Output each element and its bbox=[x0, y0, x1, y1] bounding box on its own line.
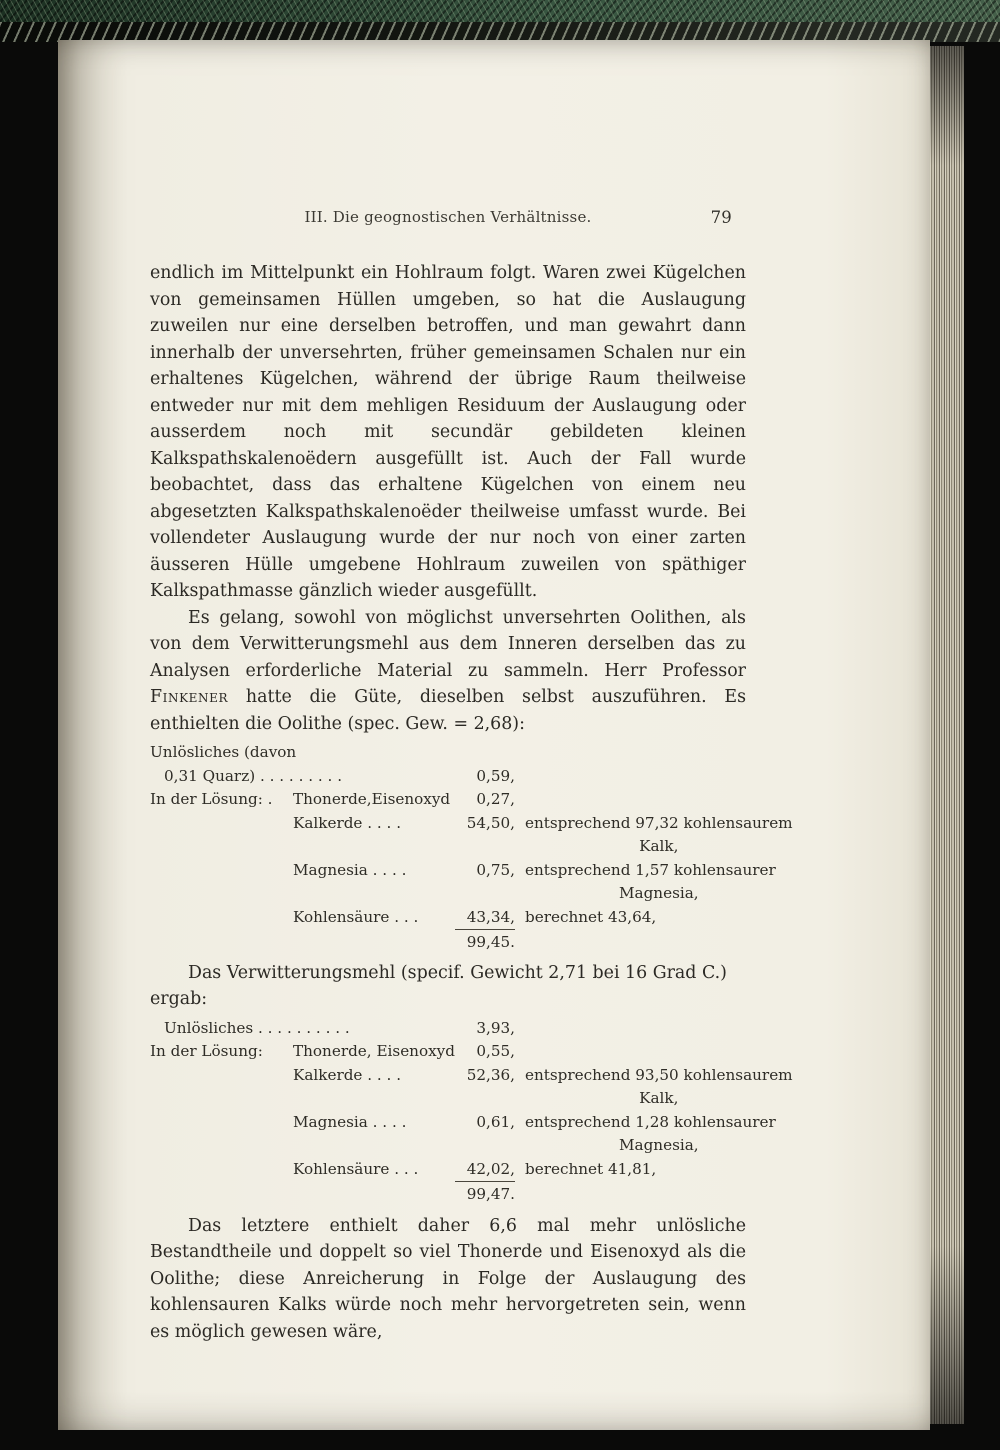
analysis-table-verwitterungsmehl bbox=[150, 1017, 793, 1207]
paragraph-2 bbox=[150, 605, 746, 738]
analysis-substance: Magnesia . . . . bbox=[293, 860, 407, 879]
page-number: 79 bbox=[710, 208, 732, 227]
paragraph-2-post: hatte die Güte, dieselben selbst auszuführen. Es enthielten die Oolithe (spec. Gew. = 2,68): bbox=[150, 687, 746, 734]
book-page bbox=[58, 40, 930, 1430]
analysis-substance: Thonerde, Eisenoxyd bbox=[293, 1042, 455, 1060]
analysis-substance: Magnesia . . . . bbox=[293, 1112, 407, 1131]
analysis-note: entsprechend 93,50 kohlensaurem bbox=[525, 1065, 793, 1084]
analysis-line: Unlösliches (davon bbox=[150, 743, 297, 761]
analysis-prefix: In der Lösung: . bbox=[150, 790, 273, 808]
analysis-substance: Kohlensäure . . . bbox=[293, 1159, 419, 1178]
analysis-note: berechnet 43,64, bbox=[525, 907, 657, 926]
analysis-note: entsprechend 1,28 kohlensaurer bbox=[525, 1112, 776, 1131]
analysis-value: 54,50, bbox=[466, 813, 515, 832]
paragraph-3-line1: Das Verwitterungsmehl (specif. Gewicht 2,71 bei 16 Grad C.) bbox=[188, 962, 727, 983]
analysis-value: 0,61, bbox=[476, 1112, 515, 1131]
analysis-note: entsprechend 97,32 kohlensaurem bbox=[525, 813, 793, 832]
analysis-note-continuation: Magnesia, bbox=[618, 1136, 699, 1154]
analysis-note-continuation: Kalk, bbox=[639, 1089, 679, 1107]
book-top-cover-edge bbox=[0, 0, 1000, 24]
analysis-value: 0,75, bbox=[476, 860, 515, 879]
analysis-substance: Kohlensäure . . . bbox=[293, 907, 419, 926]
book-binding-texture bbox=[0, 22, 1000, 42]
analysis-sum: 99,45. bbox=[466, 933, 515, 951]
analysis-note-continuation: Magnesia, bbox=[618, 884, 699, 902]
paragraph-2-pre: Es gelang, sowohl von möglichst unversehrten Oolithen, als von dem Verwitterungsmehl aus dem Inneren derselben das zu Analysen erforderliche Material zu sammeln. Herr Professor bbox=[150, 607, 746, 681]
professor-name: Finkener bbox=[150, 687, 229, 707]
running-header bbox=[150, 208, 746, 228]
paragraph-1: endlich im Mittelpunkt ein Hohlraum folgt. Waren zwei Kügelchen von gemeinsamen Hüllen umgeben, so hat die Auslaugung zuweilen nur eine derselben betroffen, und man gewahrt dann innerhalb der unversehrten, früher gemeinsamen Schalen nur ein erhaltenes Kügelchen, während der übrige Raum theilweise entweder nur mit dem mehligen Residuum der Auslaugung oder ausserdem noch mit secundär gebildeten kleinen Kalkspathskalenoëdern ausgefüllt ist. Auch der Fall wurde beobachtet, dass das erhaltene Kügelchen von einem neu abgesetzten Kalkspathskalenoëder theilweise umfasst wurde. Bei vollendeter Auslaugung wurde der nur noch von einer zarten äusseren Hülle umgebene Hohlraum zuweilen von späthiger Kalkspathmasse gänzlich wieder ausgefüllt. bbox=[150, 263, 746, 601]
analysis-value: 52,36, bbox=[466, 1065, 515, 1084]
paragraph-3-line2: ergab: bbox=[150, 989, 208, 1009]
analysis-label: Unlösliches . . . . . . . . . . bbox=[164, 1018, 350, 1037]
analysis-substance: Thonerde,Eisenoxyd bbox=[293, 790, 451, 808]
analysis-value: 42,02, bbox=[455, 1158, 515, 1183]
analysis-table-oolithe bbox=[150, 741, 793, 955]
analysis-note-continuation: Kalk, bbox=[639, 837, 679, 855]
analysis-value: 3,93, bbox=[476, 1018, 515, 1037]
analysis-prefix: In der Lösung: bbox=[150, 1042, 263, 1060]
paragraph-3 bbox=[150, 960, 746, 1013]
analysis-note: berechnet 41,81, bbox=[525, 1159, 657, 1178]
analysis-sum: 99,47. bbox=[466, 1185, 515, 1203]
chapter-title: III. Die geognostischen Verhältnisse. bbox=[304, 208, 592, 226]
analysis-label: 0,31 Quarz) . . . . . . . . . bbox=[164, 766, 343, 785]
paragraph-4: Das letztere enthielt daher 6,6 mal mehr unlösliche Bestandtheile und doppelt so viel Thonerde und Eisenoxyd als die Oolithe; diese Anreicherung in Folge der Auslaugung des kohlensauren Kalks würde noch mehr hervorgetreten sein, wenn es möglich gewesen wäre, bbox=[150, 1215, 746, 1342]
analysis-value: 0,59, bbox=[476, 766, 515, 785]
text-column bbox=[150, 208, 793, 1345]
book-fore-edge-pages bbox=[930, 46, 964, 1424]
analysis-value: 0,55, bbox=[476, 1042, 515, 1060]
analysis-substance: Kalkerde . . . . bbox=[293, 813, 402, 832]
analysis-note: entsprechend 1,57 kohlensaurer bbox=[525, 860, 776, 879]
analysis-value: 0,27, bbox=[476, 790, 515, 808]
analysis-substance: Kalkerde . . . . bbox=[293, 1065, 402, 1084]
analysis-value: 43,34, bbox=[455, 906, 515, 931]
